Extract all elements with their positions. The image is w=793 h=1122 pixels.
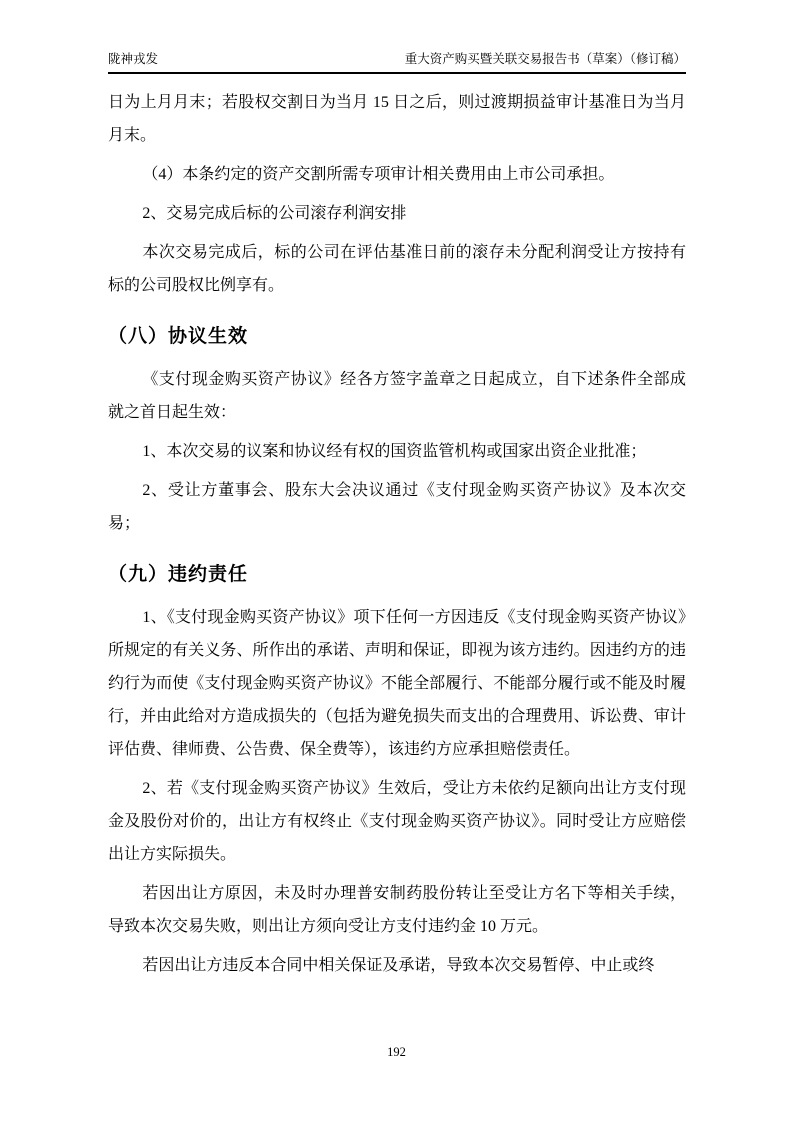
paragraph-retained-profit-detail: 本次交易完成后，标的公司在评估基准日前的滚存未分配利润受让方按持有标的公司股权比例享有。 xyxy=(108,244,686,294)
page-footer xyxy=(0,1045,793,1060)
paragraph-breach-1-definition: 1、《支付现金购买资产协议》项下任何一方因违反《支付现金购买资产协议》所规定的有关义务、所作出的承诺、声明和保证，即视为该方违约。因违约方的违约行为而使《支付现金购买资产协议》不能全部履行、不能部分履行或不能及时履行，并由此给对方造成损失的（包括为避免损失而支出的合理费用、诉讼费、审计评估费、律师费、公告费、保全费等），该违约方应承担赔偿责任。 xyxy=(108,609,686,758)
header-company-name: 陇神戎发 xyxy=(108,52,159,66)
paragraph-breach-transferor-warranty: 若因出让方违反本合同中相关保证及承诺，导致本次交易暂停、中止或终 xyxy=(142,957,655,974)
section-heading-breach-liability: （九）违约责任 xyxy=(108,564,249,585)
document-body xyxy=(108,86,686,982)
paragraph-condition-1-approval: 1、本次交易的议案和协议经有权的国资监管机构或国家出资企业批准； xyxy=(142,443,647,460)
page-number: 192 xyxy=(387,1045,406,1059)
header-report-title: 重大资产购买暨关联交易报告书（草案）（修订稿） xyxy=(404,52,686,66)
paragraph-agreement-establishment: 《支付现金购买资产协议》经各方签字盖章之日起成立，自下述条件全部成就之首日起生效： xyxy=(108,371,686,421)
paragraph-breach-2-termination: 2、若《支付现金购买资产协议》生效后，受让方未依约足额向出让方支付现金及股份对价的，出让方有权终止《支付现金购买资产协议》。同时受让方应赔偿出让方实际损失。 xyxy=(108,780,686,863)
paragraph-continuation-audit-base-date: 日为上月月末；若股权交割日为当月 15 日之后，则过渡期损益审计基准日为当月月末。 xyxy=(108,94,686,144)
section-heading-agreement-effectiveness: （八）协议生效 xyxy=(108,326,249,347)
subheading-retained-profit-arrangement: 2、交易完成后标的公司滚存利润安排 xyxy=(142,205,407,222)
paragraph-condition-2-resolution: 2、受让方董事会、股东大会决议通过《支付现金购买资产协议》及本次交易； xyxy=(108,482,686,532)
paragraph-breach-transferor-penalty: 若因出让方原因，未及时办理普安制药股份转让至受让方名下等相关手续，导致本次交易失败，则出让方须向受让方支付违约金 10 万元。 xyxy=(108,885,686,935)
paragraph-item-4-audit-fee: （4）本条约定的资产交割所需专项审计相关费用由上市公司承担。 xyxy=(142,166,615,183)
page-header xyxy=(108,0,686,74)
